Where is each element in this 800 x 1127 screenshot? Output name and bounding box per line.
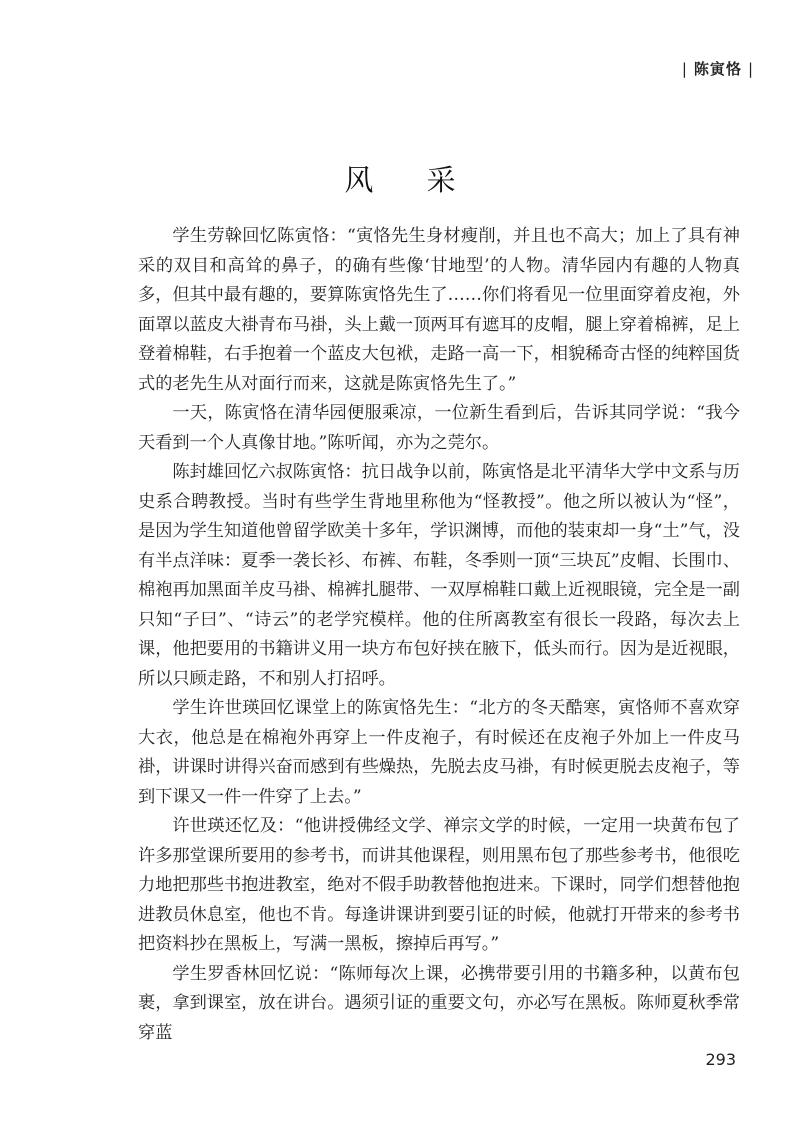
- paragraph: 学生许世瑛回忆课堂上的陈寅恪先生：“北方的冬天酷寒，寅恪师不喜欢穿大衣，他总是在棉袍外再穿上一件皮袍子，有时候还在皮袍子外加上一件皮马褂，讲课时讲得兴奋而感到有些燥热，先脱去皮马褂，有时候更脱去皮袍子，等到下课又一件一件穿了上去。”: [138, 698, 740, 807]
- paragraph: 许世瑛还忆及：“他讲授佛经文学、禅宗文学的时候，一定用一块黄布包了许多那堂课所要用的参考书，而讲其他课程，则用黑布包了那些参考书，他很吃力地把那些书抱进教室，绝对不假手助教替他抱进来。下课时，同学们想替他抱进教员休息室，他也不肯。每逢讲课讲到要引证的时候，他就打开带来的参考书把资料抄在黑板上，写满一黑板，擦掉后再写。”: [138, 816, 740, 954]
- running-head-left-bar: |: [681, 60, 688, 78]
- paragraph: 学生劳榦回忆陈寅恪：“寅恪先生身材瘦削，并且也不高大；加上了具有神采的双目和高耸的鼻子，的确有些像‘甘地型’的人物。清华园内有趣的人物真多，但其中最有趣的，要算陈寅恪先生了……你们将看见一位里面穿着皮袍，外面罩以蓝皮大褂青布马褂，头上戴一顶两耳有遮耳的皮帽，腿上穿着棉裤，足上登着棉鞋，右手抱着一个蓝皮大包袱，走路一高一下，相貌稀奇古怪的纯粹国货式的老先生从对面行而来，这就是陈寅恪先生了。”: [138, 226, 740, 394]
- page-title: 风 采: [344, 163, 478, 197]
- paragraph: 学生罗香林回忆说：“陈师每次上课，必携带要引用的书籍多种，以黄布包裹，拿到课室，放在讲台。遇须引证的重要文句，亦必写在黑板。陈师夏秋季常穿蓝: [138, 963, 740, 1043]
- paragraph: 陈封雄回忆六叔陈寅恪：抗日战争以前，陈寅恪是北平清华大学中文系与历史系合聘教授。当时有些学生背地里称他为“怪教授”。他之所以被认为“怪”，是因为学生知道他曾留学欧美十多年，学识渊博，而他的装束却一身“土”气，没有半点洋味：夏季一袭长衫、布裤、布鞋，冬季则一顶“三块瓦”皮帽、长围巾、棉袍再加黑面羊皮马褂、棉裤扎腿带、一双厚棉鞋口戴上近视眼镜，完全是一副只知“子曰”、“诗云”的老学究模样。他的住所离教室有很长一段路，每次去上课，他把要用的书籍讲义用一块方布包好挟在腋下，低头而行。因为是近视眼，所以只顾走路，不和别人打招呼。: [138, 462, 740, 689]
- running-head-right-bar: |: [747, 60, 754, 78]
- running-head-text: 陈寅恪: [693, 60, 742, 78]
- running-head: [676, 58, 760, 79]
- paragraph: 一天，陈寅恪在清华园便服乘凉，一位新生看到后，告诉其同学说：“我今天看到一个人真像甘地。”陈听闻，亦为之莞尔。: [138, 403, 740, 453]
- body-text: [138, 222, 740, 1048]
- page-number: 293: [705, 1050, 736, 1069]
